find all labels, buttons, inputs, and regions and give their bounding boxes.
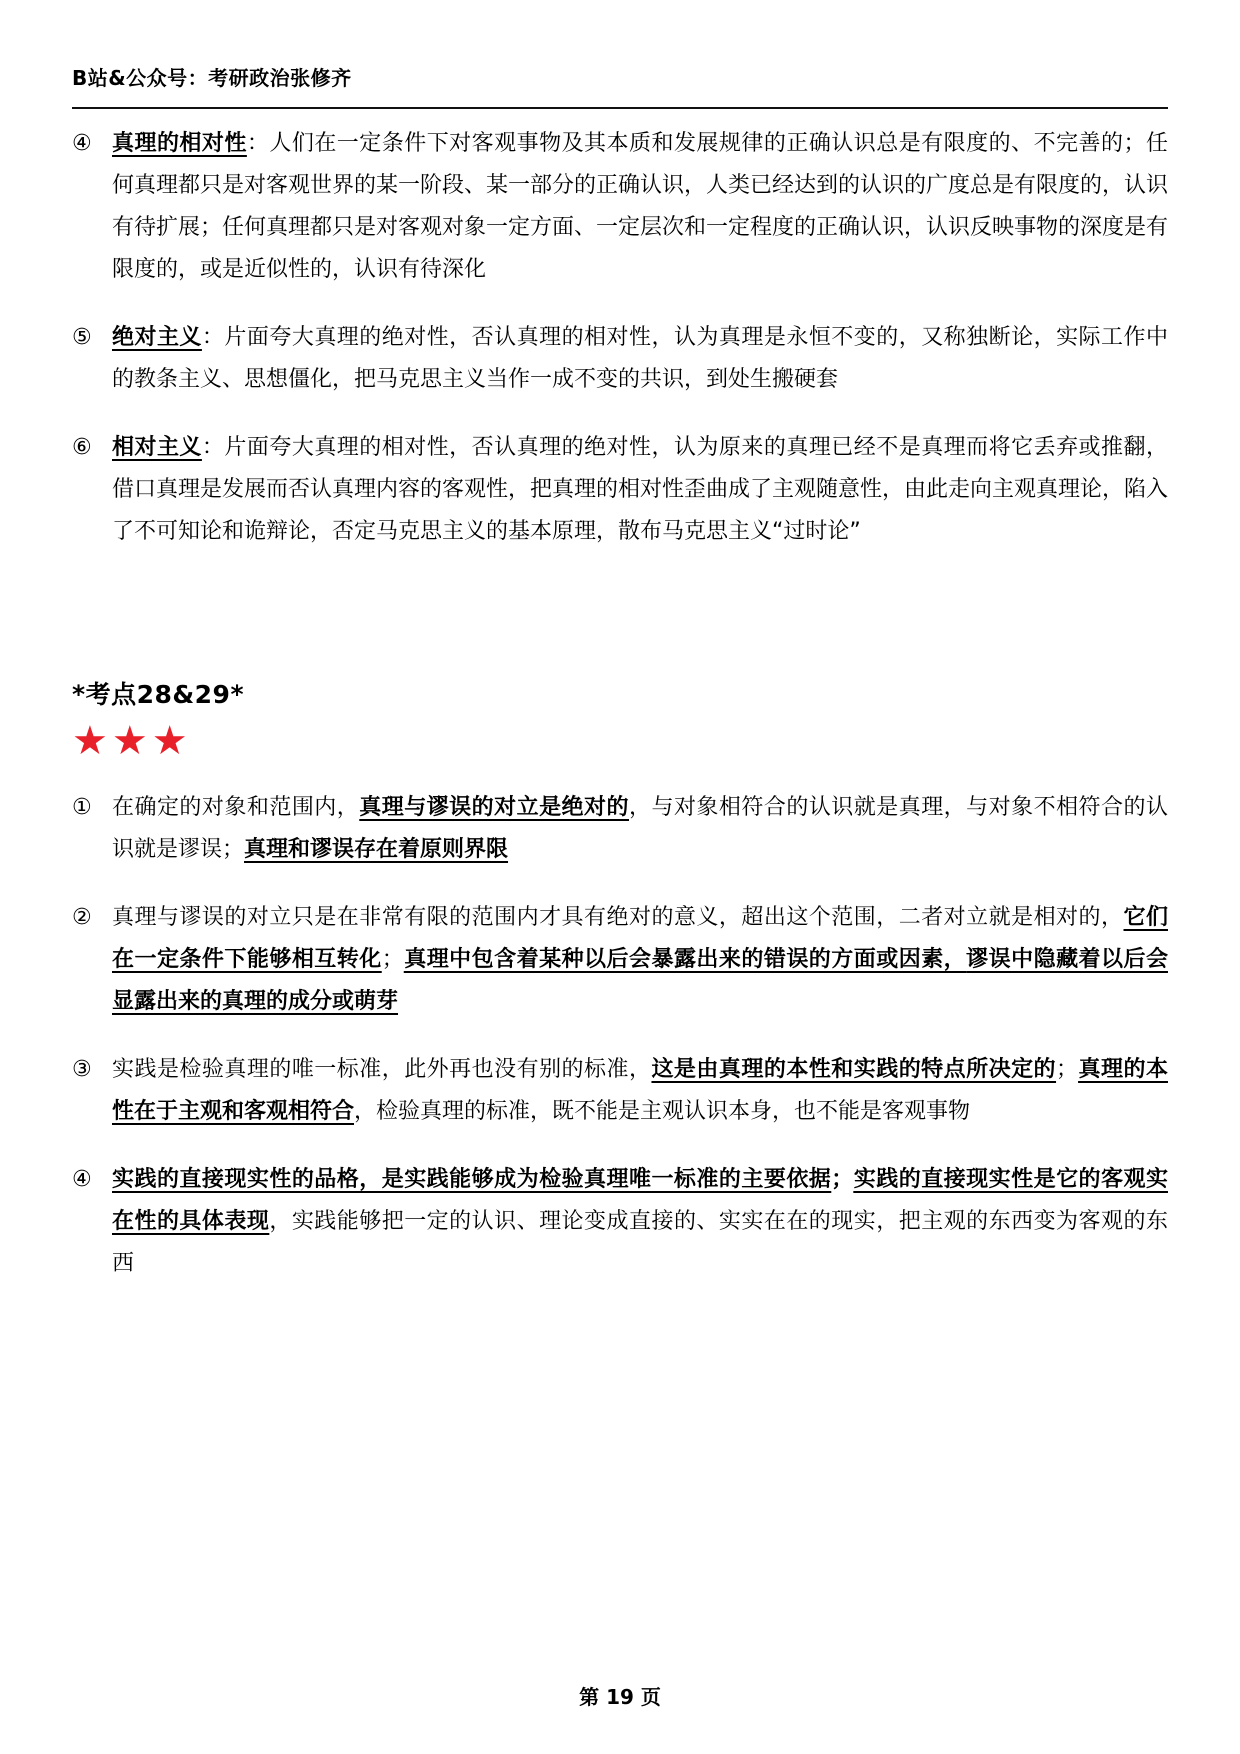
list-item-body xyxy=(112,1159,1168,1285)
list-item-body xyxy=(112,317,1168,401)
section-spacer xyxy=(72,579,1168,675)
text-part-emphasis: 真理中包含着某种以后会暴露出来的错误的方面或因素， xyxy=(403,947,967,972)
kaodian-heading: *考点28&29* xyxy=(72,680,245,709)
list-item xyxy=(72,427,1168,553)
text-part: 在确定的对象和范围内， xyxy=(112,795,360,820)
list-item xyxy=(72,1049,1168,1133)
term-separator: ： xyxy=(246,131,270,156)
list-item-marker: ④ xyxy=(72,1167,92,1192)
list-item xyxy=(72,123,1168,291)
text-part: ，与对象相符合的认识就是真理，与对象不相符合的认识就是谬误； xyxy=(112,795,1168,862)
term-separator: ： xyxy=(201,435,225,460)
page-number: 19 xyxy=(606,1685,634,1709)
list-item-text: 片面夸大真理的相对性，否认真理的绝对性，认为原来的真理已经不是真理而将它丢弃或推翻，借口真理是发展而否认真理内容的客观性，把真理的相对性歪曲成了主观随意性，由此走向主观真理论，陷入了不可知论和诡辩论，否定马克思主义的基本原理，散布马克思主义“过时论” xyxy=(112,435,1169,544)
list-item-marker: ⑤ xyxy=(72,325,92,350)
list-item-marker: ④ xyxy=(72,131,92,156)
text-part: ，检验真理的标准，既不能是主观认识本身，也不能是客观事物 xyxy=(354,1099,971,1124)
list-item xyxy=(72,897,1168,1023)
page-header: B站&公众号：考研政治张修齐 xyxy=(72,66,352,90)
text-part: ，实践能够把一定的认识、理论变成直接的、实实在在的现实，把主观的东西变为客观的东西 xyxy=(112,1209,1168,1276)
term-label: 相对主义 xyxy=(112,435,202,460)
text-part-emphasis: 实践的直接现实性的品格，是实践能够成为检验真理唯一标准的主要依据 xyxy=(112,1167,832,1192)
header-divider xyxy=(72,107,1168,109)
list-item-body xyxy=(112,427,1168,553)
text-part: 真理与谬误的对立只是在非常有限的范围内才具有绝对的意义，超出这个范围，二者对立就是相对的， xyxy=(112,905,1124,930)
list-item-marker: ③ xyxy=(72,1057,92,1082)
text-part: 实践是检验真理的唯一标准，此外再也没有别的标准， xyxy=(112,1057,652,1082)
term-label: 真理的相对性 xyxy=(112,131,247,156)
term-label: 绝对主义 xyxy=(112,325,202,350)
term-separator: ： xyxy=(201,325,225,350)
list-item xyxy=(72,1159,1168,1285)
text-part-emphasis: 这是由真理的本性和实践的特点所决定的 xyxy=(651,1057,1057,1082)
list-item-marker: ② xyxy=(72,905,92,930)
list-item-body xyxy=(112,787,1168,871)
page-footer xyxy=(0,1681,1240,1710)
list-item-marker: ① xyxy=(72,795,92,820)
text-part-emphasis: 真理与谬误的对立是绝对的 xyxy=(359,795,629,820)
list-item-body xyxy=(112,123,1168,291)
star-rating: ★★★ xyxy=(72,718,192,764)
list-item-text: 人们在一定条件下对客观事物及其本质和发展规律的正确认识总是有限度的、不完善的；任何真理都只是对客观世界的某一阶段、某一部分的正确认识，人类已经达到的认识的广度总是有限度的，认识有待扩展；任何真理都只是对客观对象一定方面、一定层次和一定程度的正确认识，认识反映事物的深度是有限度的，或是近似性的，认识有待深化 xyxy=(112,131,1169,282)
text-part-emphasis: 实践的直接现实性是它的客观实在性的具体表现 xyxy=(112,1167,1168,1234)
text-part-emphasis: 真理和谬误存在着原则界限 xyxy=(244,837,509,862)
footer-prefix: 第 xyxy=(579,1685,607,1709)
list-item xyxy=(72,317,1168,401)
list-item-marker: ⑥ xyxy=(72,435,92,460)
list-item xyxy=(72,787,1168,871)
text-part-emphasis: 谬误中隐藏着以后会显露出来的真理的成分或萌芽 xyxy=(112,947,1168,1014)
text-part: ； xyxy=(381,947,404,972)
text-part-emphasis: 它们在一定条件下能够相互转化 xyxy=(112,905,1168,972)
footer-suffix: 页 xyxy=(633,1685,661,1709)
text-part-emphasis: 真理的本性在于主观和客观相符合 xyxy=(112,1057,1168,1124)
text-part: ； xyxy=(1056,1057,1079,1082)
list-item-body xyxy=(112,897,1168,1023)
list-item-body xyxy=(112,1049,1168,1133)
list-item-text: 片面夸大真理的绝对性，否认真理的相对性，认为真理是永恒不变的，又称独断论，实际工作中的教条主义、思想僵化，把马克思主义当作一成不变的共识，到处生搬硬套 xyxy=(112,325,1168,392)
text-part: ； xyxy=(831,1167,854,1192)
